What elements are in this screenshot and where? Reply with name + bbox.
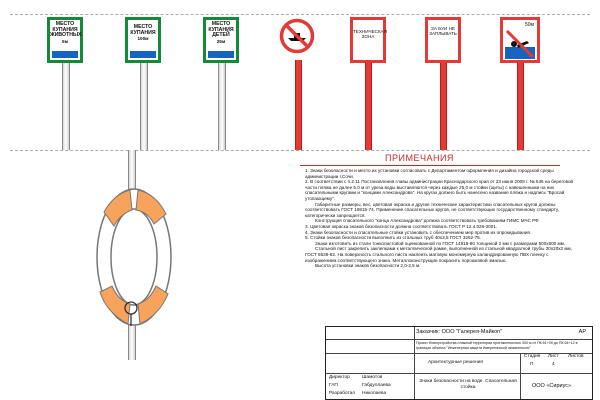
organization: ООО «Сириус» xyxy=(532,383,572,389)
sign-pole-2 xyxy=(140,62,148,150)
water-icon xyxy=(52,51,78,58)
sheet-header: Лист xyxy=(548,354,559,359)
sign-3-text: МЕСТО КУПАНИЯ ДЕТЕЙ xyxy=(208,21,234,39)
sign-pole-1 xyxy=(62,62,70,150)
name-director: Шамотов xyxy=(362,375,383,380)
tb-vline-1 xyxy=(414,327,415,399)
sign-technical-zone xyxy=(350,17,386,63)
drawing-code: АР xyxy=(578,329,586,335)
note-1: 1. Знаки безопасности и место их установки согласовать с Департаментом оформления и дизайна городской среды администрации г.Сочи. xyxy=(305,168,554,179)
no-boats-sign xyxy=(279,18,315,54)
customer: Заказчик: ООО "Галерея-Майкоп" xyxy=(416,329,503,335)
note-10: Высота установки знаков безопасности 2,0-2,5 м. xyxy=(315,263,421,269)
sign-1-distance: 5м xyxy=(62,38,68,44)
sheet-title: Знаки безопасности на воде. Спасательная стойка xyxy=(419,379,517,390)
sign-pole-6 xyxy=(440,62,447,150)
sign-pole-3 xyxy=(218,62,226,150)
no-swimming-icon xyxy=(505,29,535,59)
sign-no-swimming xyxy=(500,17,540,63)
sign-pole-5 xyxy=(365,62,372,150)
sign-swimming-place xyxy=(125,17,161,63)
notes-underline xyxy=(300,165,560,166)
note-6: 4. Знаки безопасности и спасательные стойки установить с обеспечением мер против их опрокидывания. xyxy=(305,229,532,235)
sign-1-text: МЕСТО КУПАНИЯ ЖИВОТНЫХ xyxy=(50,21,82,39)
tb-line-3 xyxy=(326,373,592,374)
sign-6-text: ЗА БУИ НЕ ЗАПЛЫВАТЬ xyxy=(429,26,457,37)
note-9: Стальной лист закрепить заклепками к металлической рамке, выполненной из стальной квадратной трубы 20х20х2 мм, ГОСТ 8639-82. На поверхность стального листа наклеить матовую мономерную каландрированную ПВХ пленку с изображением соответствующего знака. Металлоконструкции покрасить порошковой эмалью. xyxy=(305,246,572,263)
sign-animal-swimming xyxy=(47,17,83,63)
note-7: 5. Стойки знаков безопасности выполнить из стальных труб 40х3,5 ГОСТ 3262-75. xyxy=(305,235,481,241)
frame-top-line xyxy=(10,14,590,15)
ground-line xyxy=(10,150,590,151)
sign-2-text: МЕСТО КУПАНИЯ xyxy=(130,24,156,36)
stage-header: Стадия xyxy=(524,354,541,359)
note-8: Знаки изготовить из стали тонколистовой оцинкованной по ГОСТ 14918-80 толщиной 2 мм с размерами 500х600 мм. xyxy=(315,240,566,246)
notes-body xyxy=(305,168,581,269)
sign-7-distance: 50м xyxy=(525,22,534,28)
role-gap: ГАП xyxy=(329,383,338,388)
project-name: Проект благоустройства пляжной территории протяженностью 300 м от ПК 61+09 до ПК 64+12 в границах объекта "Инженерная защита Имеретинской низменности" xyxy=(416,341,578,350)
sign-no-swim-beyond-buoys xyxy=(425,17,461,63)
note-3: Габаритные размеры, вес, цветовая окраска и другие технические характеристики спасательных кругов должны соответствовать ГОСТ 19815-74. Применение спасательных кругов, не соответствующих государственному стандарту, категорически запрещается. xyxy=(305,201,559,218)
note-5: 3. Цветовая окраска знаков безопасности должна соответствовать ГОСТ Р 12.4.026-2001. xyxy=(305,223,498,229)
no-boats-icon xyxy=(279,18,315,54)
name-gap: Габдуллаева xyxy=(362,383,391,388)
role-director: Директор xyxy=(329,375,350,380)
sign-children-swimming xyxy=(203,17,239,63)
sign-pole-4 xyxy=(295,60,302,150)
title-block xyxy=(325,326,593,400)
sheets-header: Листов xyxy=(568,354,584,359)
children-icon xyxy=(208,51,234,58)
sign-pole-7 xyxy=(517,62,524,150)
sign-2-distance: 100м xyxy=(137,36,149,42)
role-developer: Разработал xyxy=(329,391,356,396)
sign-5-text: ТЕХНИЧЕСКАЯ ЗОНА xyxy=(353,29,388,40)
tb-line-1 xyxy=(326,339,592,340)
tb-vline-2 xyxy=(520,353,521,399)
swimmer-icon xyxy=(130,51,156,58)
sheet-value: 4 xyxy=(552,362,555,367)
section-name: Архитектурные решения xyxy=(428,360,483,365)
note-2: 2. В соответствии с п.2.11 Постановления главы администрации Краснодарского края от 23 июня 2008 г. № 536 на береговой части пляжа не далее 5.0 м от уреза воды выставляются через каждые 25,0 м стойки (щиты) с навешенными на них спасательными кругами и "концами Александрова". На кругах должно быть нанесено название пляжа и надпись "Бросай утопающему". xyxy=(305,179,574,201)
note-4: Конструкция спасательного "конца Александрова" должна соответствовать требованиям ГИМС МЧС РФ xyxy=(315,218,539,224)
sign-3-distance: 25м xyxy=(216,38,226,44)
notes-title: ПРИМЕЧАНИЯ xyxy=(385,153,454,163)
rope-hook-icon xyxy=(122,298,140,328)
name-developer: Николаева xyxy=(362,391,387,396)
stage-value: П xyxy=(530,362,534,367)
